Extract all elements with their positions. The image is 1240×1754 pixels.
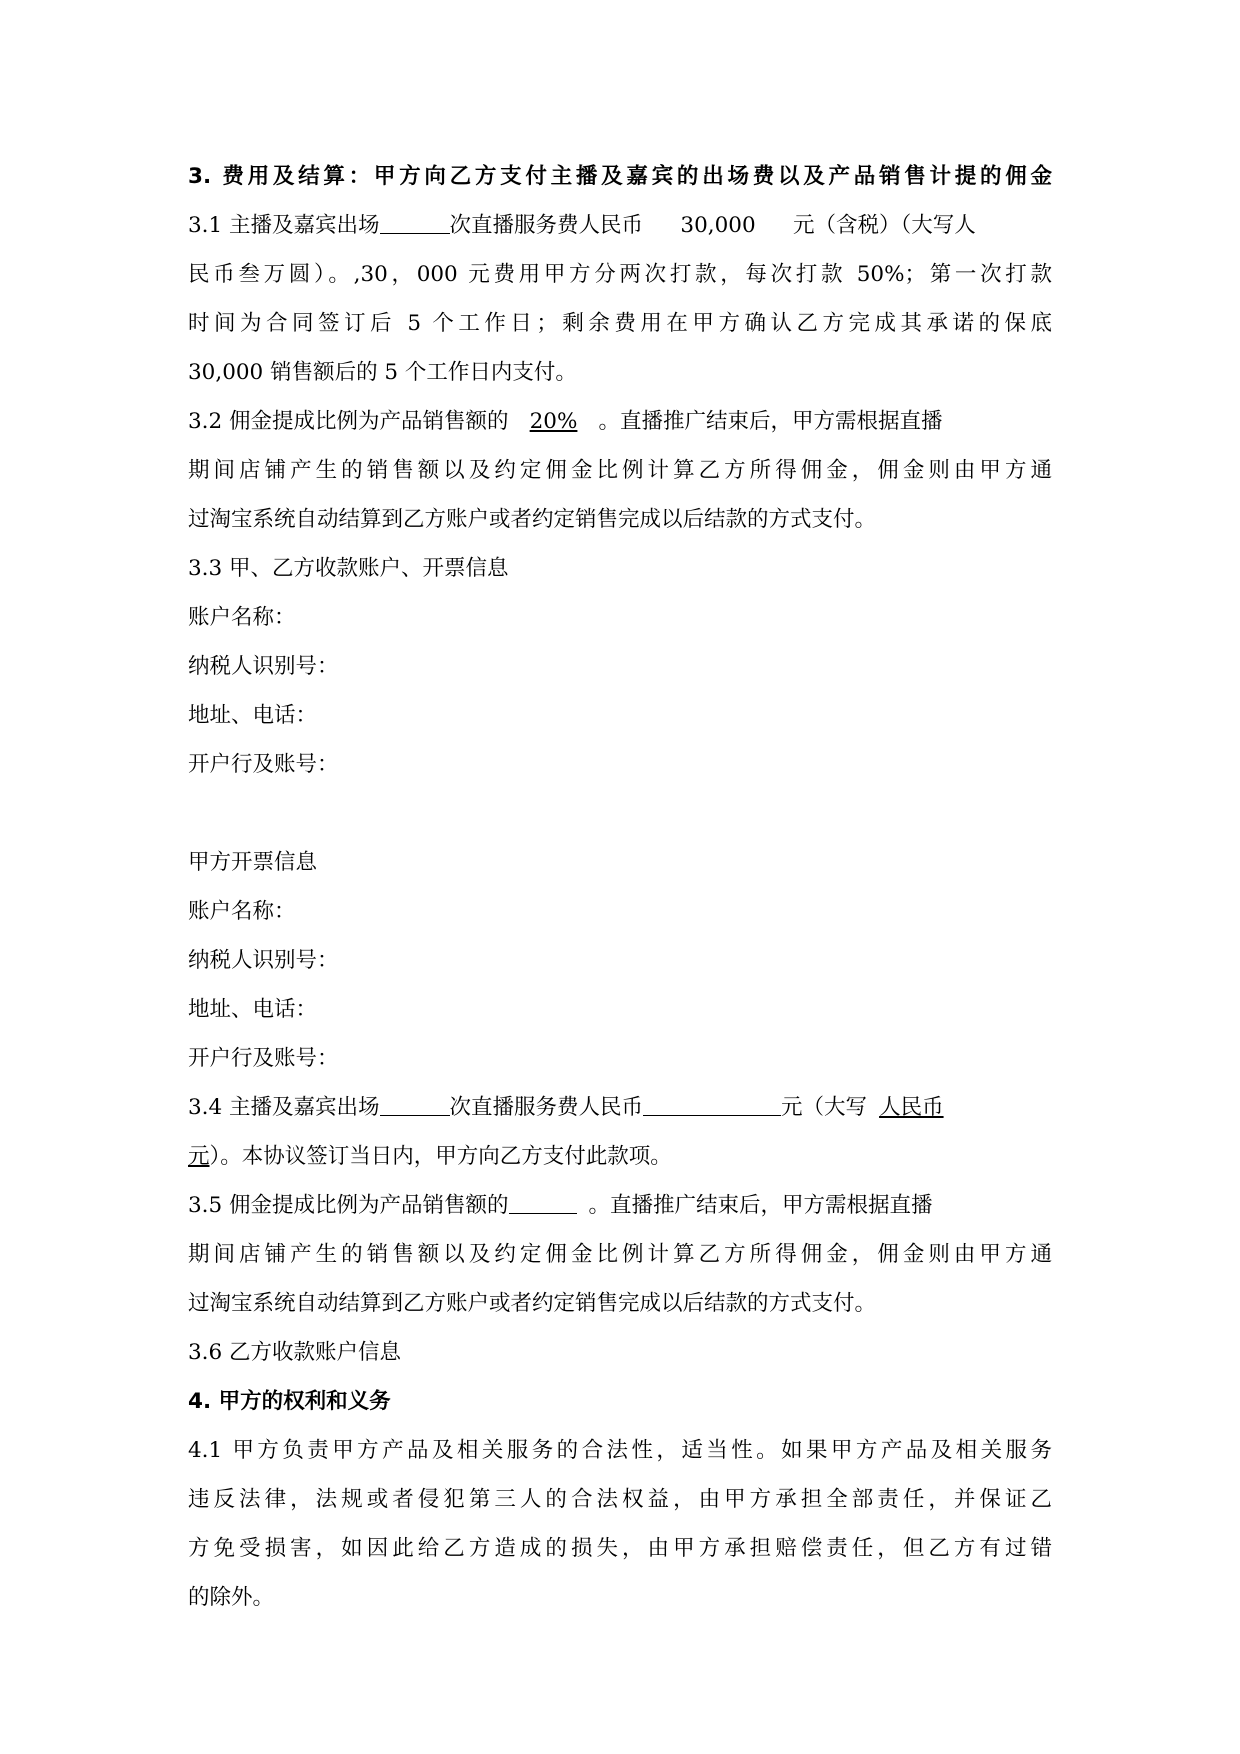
clause-3-2-line-3: 过淘宝系统自动结算到乙方账户或者约定销售完成以后结款的方式支付。 [188, 507, 877, 532]
clause-3-2-line-2: 期间店铺产生的销售额以及约定佣金比例计算乙方所得佣金，佣金则由甲方通 [188, 458, 1052, 483]
blank-fee-amount [643, 1093, 781, 1116]
clause-3-4-line-2 [188, 1132, 1052, 1181]
clause-4-1-line-2: 违反法律，法规或者侵犯第三人的合法权益，由甲方承担全部责任，并保证乙 [188, 1487, 1052, 1512]
clause-text: 元（大写 [781, 1095, 868, 1120]
blank-commission-rate [509, 1191, 577, 1214]
bank-account-field: 开户行及账号： [188, 752, 339, 777]
commission-rate: 20% [529, 409, 578, 434]
clause-3-5-line-1 [188, 1181, 1052, 1230]
address-phone-field: 地址、电话： [188, 703, 318, 728]
clause-3-4-line-1 [188, 1083, 1052, 1132]
clause-text: 。直播推广结束后，甲方需根据直播 [598, 409, 943, 434]
clause-text: 3.1 主播及嘉宾出场 [188, 213, 380, 238]
clause-3-6: 3.6 乙方收款账户信息 [188, 1340, 402, 1365]
fee-amount: 30,000 [680, 213, 756, 238]
clause-text: 元（含税）（大写人 [793, 213, 976, 238]
clause-3-2-line-1 [188, 397, 1052, 446]
clause-text: 3.4 主播及嘉宾出场 [188, 1095, 380, 1120]
clause-3-3-title: 3.3 甲、乙方收款账户、开票信息 [188, 556, 509, 581]
amount-in-words-unit: 元 [188, 1144, 210, 1169]
clause-text: 3.5 佣金提成比例为产品销售额的 [188, 1193, 509, 1218]
blank-spacer [188, 789, 1052, 838]
clause-4-1-line-1: 4.1 甲方负责甲方产品及相关服务的合法性，适当性。如果甲方产品及相关服务 [188, 1438, 1052, 1463]
clause-3-5-line-3: 过淘宝系统自动结算到乙方账户或者约定销售完成以后结款的方式支付。 [188, 1291, 877, 1316]
taxpayer-id-field: 纳税人识别号： [188, 654, 339, 679]
clause-text: 3.2 佣金提成比例为产品销售额的 [188, 409, 509, 434]
blank-session-count [380, 211, 450, 234]
clause-3-1-line-2: 民币叁万圆）。,30，000 元费用甲方分两次打款，每次打款 50%；第一次打款 [188, 262, 1052, 287]
clause-3-1-line-1 [188, 201, 1052, 250]
invoice-account-name-field: 账户名称： [188, 899, 296, 924]
clause-4-1-line-4: 的除外。 [188, 1585, 275, 1610]
section-4-heading: 4. 甲方的权利和义务 [188, 1389, 391, 1414]
clause-4-1-line-3: 方免受损害，如因此给乙方造成的损失，由甲方承担赔偿责任，但乙方有过错 [188, 1536, 1052, 1561]
invoice-bank-account-field: 开户行及账号： [188, 1046, 339, 1071]
document-page [188, 152, 1052, 1622]
blank-session-count [380, 1093, 450, 1116]
clause-3-5-line-2: 期间店铺产生的销售额以及约定佣金比例计算乙方所得佣金，佣金则由甲方通 [188, 1242, 1052, 1267]
clause-text: 。直播推广结束后，甲方需根据直播 [588, 1193, 933, 1218]
invoice-taxpayer-id-field: 纳税人识别号： [188, 948, 339, 973]
clause-3-1-line-3: 时间为合同签订后 5 个工作日；剩余费用在甲方确认乙方完成其承诺的保底 [188, 311, 1052, 336]
clause-3-1-line-4: 30,000 销售额后的 5 个工作日内支付。 [188, 360, 577, 385]
amount-in-words: 人民币 [879, 1095, 944, 1120]
clause-text: 次直播服务费人民币 [449, 1095, 644, 1120]
account-name-field: 账户名称： [188, 605, 296, 630]
clause-text: 次直播服务费人民币 [449, 213, 644, 238]
section-3-heading: 3. 费用及结算：甲方向乙方支付主播及嘉宾的出场费以及产品销售计提的佣金 [188, 164, 1052, 189]
clause-text: ）。本协议签订当日内，甲方向乙方支付此款项。 [209, 1144, 672, 1169]
invoice-info-title: 甲方开票信息 [188, 850, 318, 875]
invoice-address-phone-field: 地址、电话： [188, 997, 318, 1022]
